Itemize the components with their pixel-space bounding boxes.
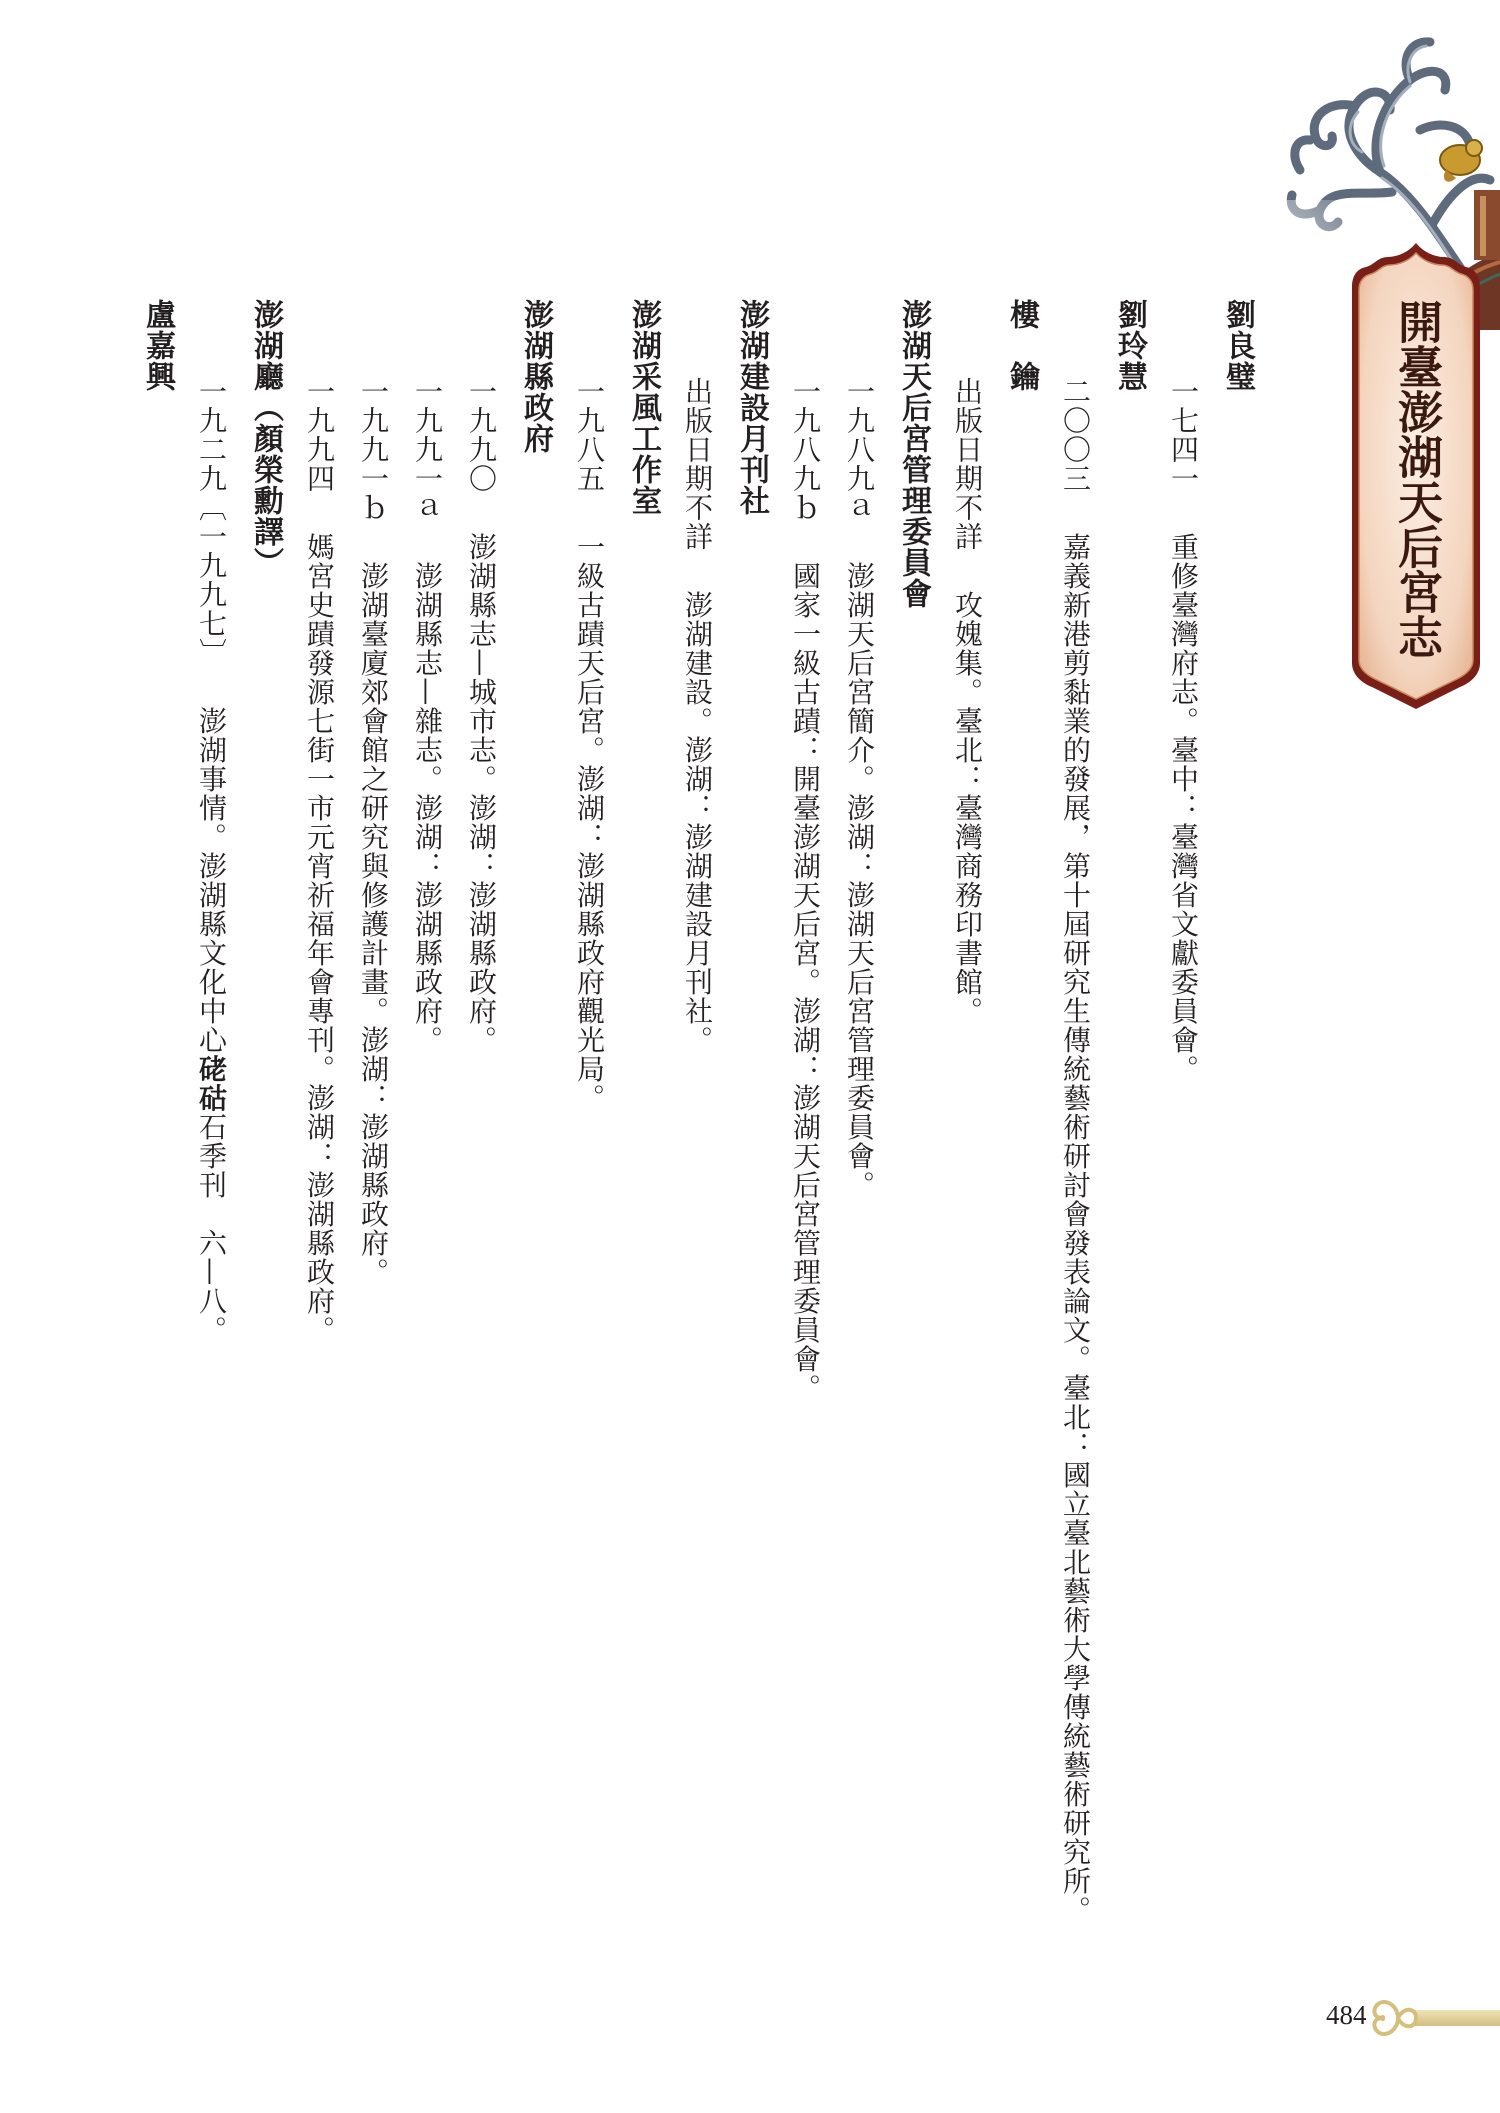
entry-date: 一七四一: [1167, 377, 1200, 493]
entry-text: 國家一級古蹟：開臺澎湖天后宮。澎湖：澎湖天后宮管理委員會。: [789, 561, 822, 1403]
author-heading: 澎湖采風工作室: [626, 299, 661, 516]
entry-date: 出版日期不詳: [681, 377, 714, 551]
bibliography-entry: [400, 299, 454, 2079]
entry-text-emphasis: 硓𥑮: [195, 1054, 228, 1113]
bibliography-entry: [292, 299, 346, 2079]
author-heading: 澎湖天后宮管理委員會: [896, 299, 931, 609]
bibliography-list: [130, 299, 1264, 2079]
entry-date: 出版日期不詳: [951, 377, 984, 551]
entry-text-after: 石季刊 六—八。: [195, 1112, 228, 1345]
entry-text: 重修臺灣府志。臺中：臺灣省文獻委員會。: [1167, 532, 1200, 1084]
entry-date: 一九九一ｂ: [357, 377, 390, 522]
author-heading: 劉玲慧: [1112, 299, 1147, 392]
author-heading: 盧嘉興: [140, 299, 175, 392]
entry-text: 一級古蹟天后宮。澎湖：澎湖縣政府觀光局。: [573, 532, 606, 1113]
entry-date: 一九二九〔一九九七〕: [195, 377, 228, 667]
entry-text: 媽宮史蹟發源七街一市元宵祈福年會專刊。澎湖：澎湖縣政府。: [303, 532, 336, 1345]
bibliography-entry: [1048, 299, 1102, 2079]
entry-date: 一九九一ａ: [411, 377, 444, 522]
bibliography-entry: [832, 299, 886, 2079]
ruyi-scroll-flourish-icon: [1368, 1988, 1500, 2048]
page-number: 484: [1326, 2000, 1367, 2030]
entry-date: 一九九〇: [465, 377, 498, 493]
bibliography-entry: [670, 299, 724, 2079]
bibliography-entry: [346, 299, 400, 2079]
author-heading: 澎湖建設月刊社: [734, 299, 769, 516]
book-title: 開臺澎湖天后宮志: [1390, 299, 1443, 659]
entry-text: 澎湖事情。澎湖縣文化中心: [195, 706, 228, 1055]
entry-date: 一九八九ａ: [843, 377, 876, 522]
entry-date: 一九九四: [303, 377, 336, 493]
bibliography-entry: [454, 299, 508, 2079]
author-heading: 澎湖縣政府: [518, 299, 553, 454]
entry-text: 澎湖建設。澎湖：澎湖建設月刊社。: [681, 590, 714, 1055]
entry-text: 澎湖臺廈郊會館之研究與修護計畫。澎湖：澎湖縣政府。: [357, 561, 390, 1287]
bibliography-entry: [184, 299, 238, 2079]
entry-text: 嘉義新港剪黏業的發展，第十屆研究生傳統藝術研討會發表論文。臺北：國立臺北藝術大學傳統藝術研究所。: [1059, 532, 1092, 1925]
author-heading: 劉良璧: [1220, 299, 1255, 392]
entry-text: 澎湖天后宮簡介。澎湖：澎湖天后宮管理委員會。: [843, 561, 876, 1200]
entry-date: 二〇〇三: [1059, 377, 1092, 493]
bibliography-entry: [778, 299, 832, 2079]
entry-text: 澎湖縣志—城市志。澎湖：澎湖縣政府。: [465, 532, 498, 1055]
bibliography-entry: [562, 299, 616, 2079]
author-heading: 澎湖廳（顏榮勳譯）: [248, 299, 283, 578]
author-heading: 樓 鑰: [1004, 299, 1039, 392]
title-banner: [1348, 243, 1484, 709]
bibliography-entry: [1156, 299, 1210, 2079]
bibliography-entry: [940, 299, 994, 2079]
entry-text: 澎湖縣志—雜志。澎湖：澎湖縣政府。: [411, 561, 444, 1055]
entry-text: 攻媿集。臺北：臺灣商務印書館。: [951, 590, 984, 1026]
entry-date: 一九八五: [573, 377, 606, 493]
entry-date: 一九八九ｂ: [789, 377, 822, 522]
